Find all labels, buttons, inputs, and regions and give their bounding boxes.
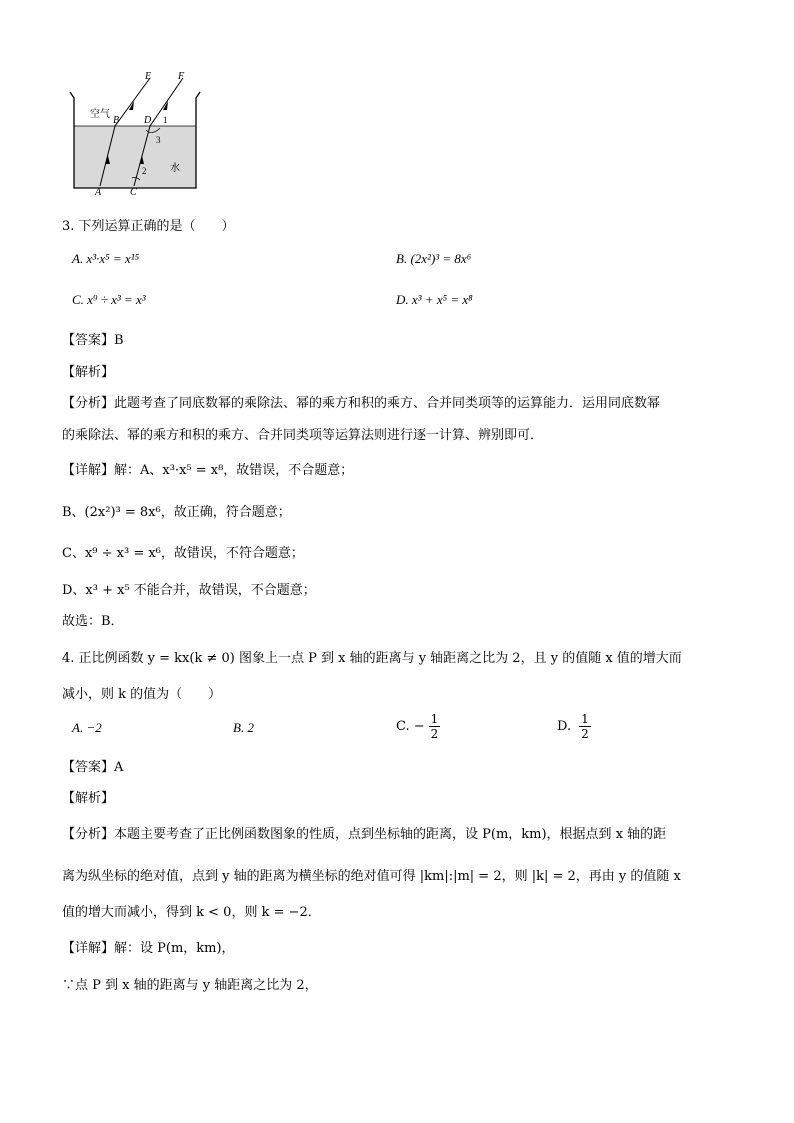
- q3-detail-b: B、(2x²)³ = 8x⁶，故正确，符合题意；: [62, 505, 291, 520]
- q3-option-c: C. x⁹ ÷ x³ = x³: [72, 292, 146, 307]
- q3-analysis-title: 【解析】: [62, 365, 115, 380]
- q4-fenxi-line2: 离为纵坐标的绝对值，点到 y 轴的距离为横坐标的绝对值可得 |km|:|m| = 2，则 |k| = 2，再由 y 的值随 x: [62, 869, 681, 884]
- q4-answer: 【答案】A: [62, 760, 124, 775]
- q3-conclusion: 故选：B．: [62, 614, 124, 629]
- water-region: [74, 126, 196, 188]
- q3-stem: 3. 下列运算正确的是（ ）: [62, 219, 235, 234]
- label-B: B: [113, 115, 120, 126]
- q3-detail-d: D、x³ + x⁵ 不能合并，故错误，不合题意；: [62, 583, 316, 598]
- q4-option-b: B. 2: [233, 720, 254, 735]
- q4-option-c: [396, 712, 440, 741]
- q4-analysis-title: 【解析】: [62, 791, 115, 806]
- label-2: 2: [142, 166, 147, 176]
- q3-option-a: A. x³·x⁵ = x¹⁵: [72, 251, 140, 266]
- q4-option-c-prefix: C. −: [396, 719, 425, 734]
- label-A: A: [95, 187, 102, 196]
- q3-fenxi-line1: 【分析】此题考查了同底数幂的乘除法、幂的乘方和积的乘方、合并同类项等的运算能力．运用同底数幂: [62, 396, 661, 411]
- q4-stem-line1: 4. 正比例函数 y = kx(k ≠ 0) 图象上一点 P 到 x 轴的距离与 y 轴距离之比为 2，且 y 的值随 x 值的增大而: [62, 651, 682, 666]
- q4-option-a: A. −2: [72, 720, 102, 735]
- q3-answer: 【答案】B: [62, 333, 124, 348]
- q3-option-b: B. (2x²)³ = 8x⁶: [396, 251, 472, 266]
- q3-detail-c: C、x⁹ ÷ x³ = x⁶，故错误，不符合题意；: [62, 546, 304, 561]
- label-F: F: [178, 71, 185, 82]
- q4-detail-1: 【详解】解：设 P(m，km)，: [62, 941, 235, 956]
- q4-option-d: [557, 712, 591, 741]
- q4-option-d-fraction: [579, 712, 591, 741]
- air-label: 空气: [90, 109, 110, 120]
- q4-option-d-den: 2: [581, 727, 589, 741]
- q4-fenxi-line1: 【分析】本题主要考查了正比例函数图象的性质，点到坐标轴的距离，设 P(m，km)，根据点到 x 轴的距: [62, 827, 667, 842]
- q4-option-d-prefix: D.: [557, 719, 572, 734]
- water-label: 水: [170, 163, 180, 174]
- refraction-figure: [60, 68, 210, 196]
- q3-detail-a: 【详解】解：A、x³·x⁵ = x⁸，故错误，不合题意；: [62, 463, 354, 478]
- q4-option-c-den: 2: [430, 727, 439, 741]
- q4-option-c-num: 1: [430, 712, 439, 726]
- label-C: C: [130, 187, 137, 196]
- q3-fenxi-line2: 的乘除法、幂的乘方和积的乘方、合并同类项等运算法则进行逐一计算、辨别即可．: [62, 428, 544, 443]
- q4-fenxi-line3: 值的增大而减小，得到 k < 0，则 k = −2．: [62, 905, 321, 920]
- label-D: D: [144, 115, 152, 126]
- label-E: E: [145, 71, 152, 82]
- q3-option-d: D. x³ + x⁵ = x⁸: [396, 292, 473, 307]
- q4-option-c-fraction: [429, 712, 441, 741]
- label-1: 1: [163, 115, 168, 125]
- label-3: 3: [156, 135, 161, 145]
- q4-detail-2: ∵点 P 到 x 轴的距离与 y 轴距离之比为 2，: [62, 978, 318, 993]
- q4-stem-line2: 减小，则 k 的值为（ ）: [62, 687, 222, 702]
- q4-option-d-num: 1: [581, 712, 589, 726]
